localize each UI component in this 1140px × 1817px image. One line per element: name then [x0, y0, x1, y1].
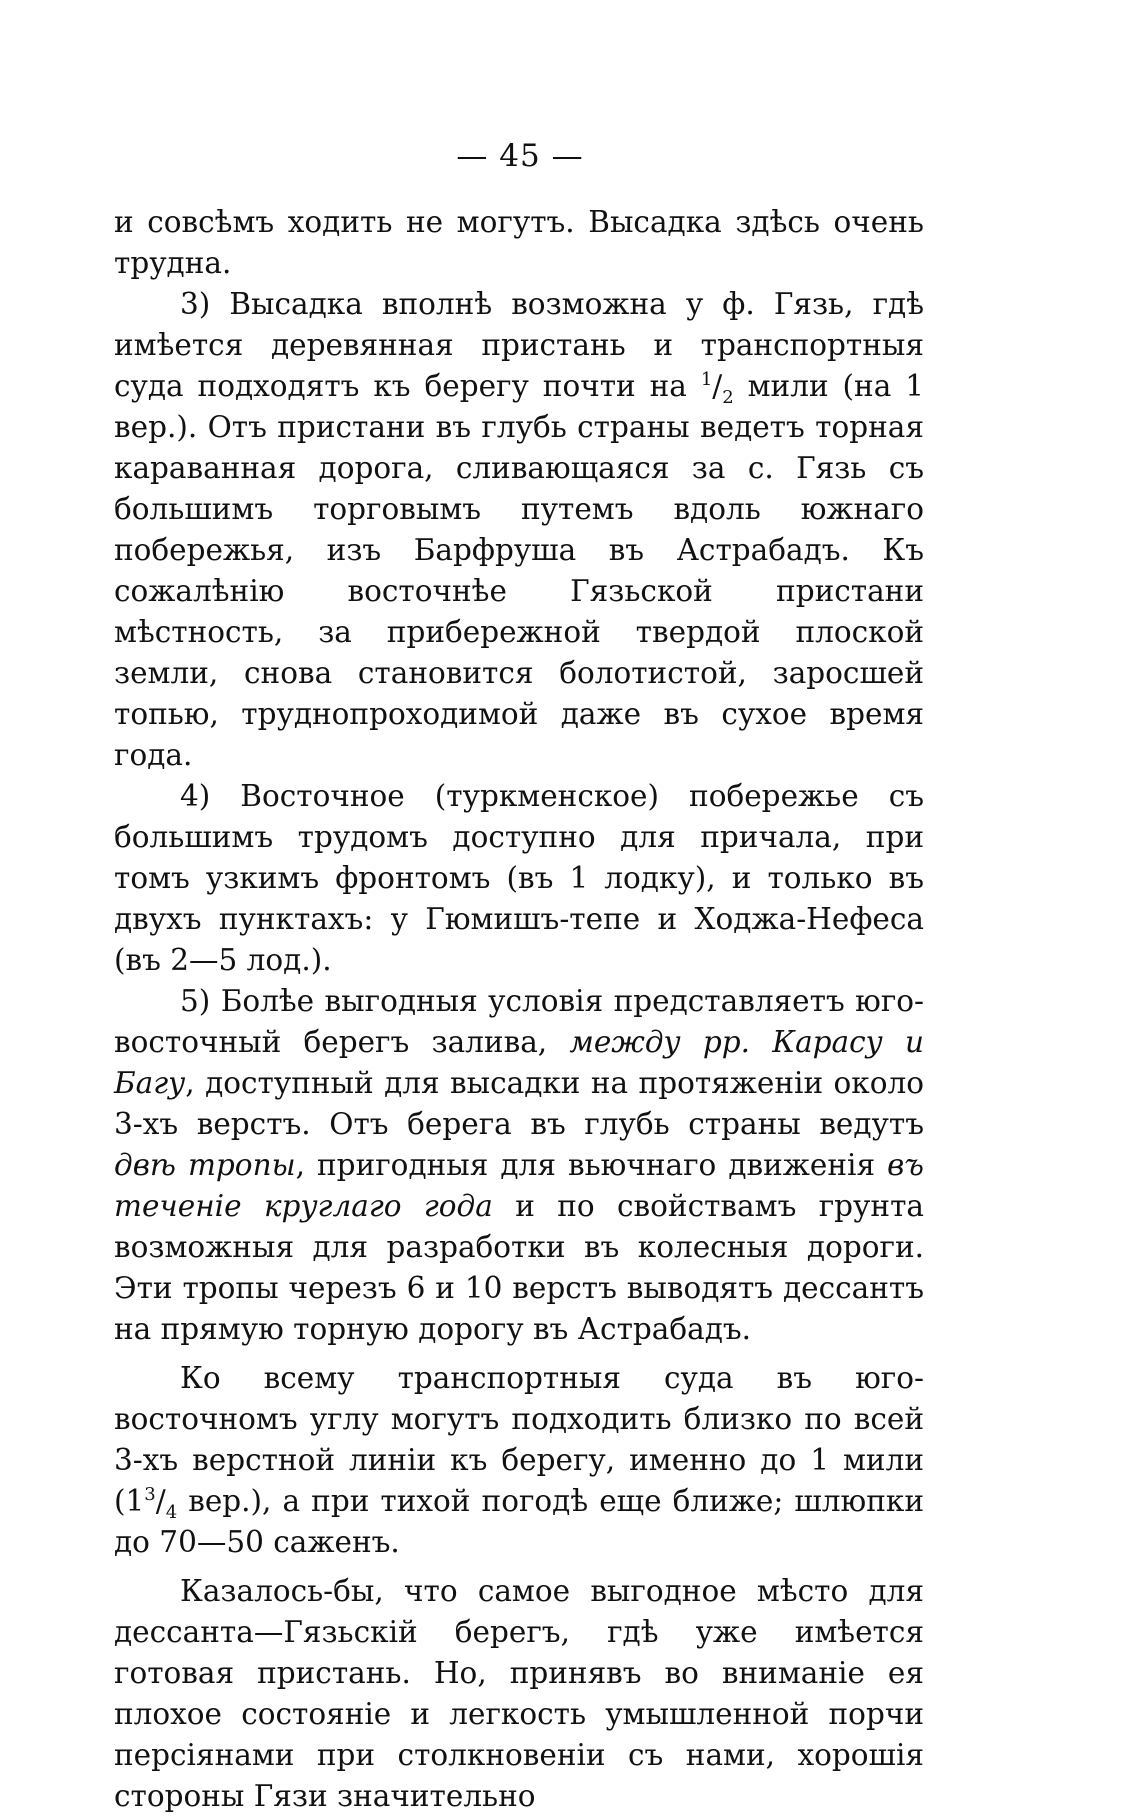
paragraph-6	[114, 1571, 924, 1817]
text-run: , доступный для высадки на протяженіи около 3-хъ верстъ. Отъ берега въ глубь страны ведутъ	[114, 1066, 924, 1141]
text-run: мили (на 1 вер.). Отъ пристани въ глубь страны ведетъ торная караванная дорога, сливающаяся за с. Гязь съ большимъ торговымъ путемъ вдоль южнаго побережья, изъ Барфруша въ Астрабадъ. Къ сожалѣнію восточнѣе Гязьской пристани мѣстность, за прибережной твердой плоской земли, снова становится болотистой, заросшей топью, труднопроходимой даже въ сухое время года.	[114, 369, 925, 772]
fraction-numerator: 1	[700, 369, 713, 391]
page-number: — 45 —	[456, 138, 584, 174]
text-run: и совсѣмъ ходить не могутъ. Высадка здѣсь очень трудна.	[114, 205, 924, 280]
paragraph-4	[114, 981, 924, 1350]
text-run: вер.), а при тихой погодѣ еще ближе; шлюпки до 70—50 саженъ.	[114, 1484, 924, 1559]
paragraph-3	[114, 776, 924, 981]
text-run: Ко всему транспортныя суда въ юго-восточномъ углу могутъ подходить близко по всей 3-хъ верстной линіи къ берегу, именно до 1 мили (1	[114, 1361, 924, 1518]
fraction-half: $^1/_2$	[700, 369, 734, 408]
text-run: 5) Болѣе выгодныя условія представляетъ юго-восточный берегъ залива,	[114, 984, 924, 1059]
text-run: 3) Высадка вполнѣ возможна у ф. Гязь, гдѣ имѣется деревянная пристань и транспортныя суда подходятъ къ берегу почти на	[114, 287, 924, 403]
text-run: , пригодныя для вьючнаго движенія	[295, 1148, 888, 1182]
fraction-three-quarters: $^3/_4$	[144, 1484, 178, 1523]
body-text	[114, 202, 924, 1817]
text-run: и по свойствамъ грунта возможныя для разработки въ колесныя дороги. Эти тропы черезъ 6 и 10 верстъ выводятъ дессантъ на прямую торную дорогу въ Астрабадъ.	[114, 1189, 924, 1346]
fraction-numerator: 3	[144, 1484, 156, 1506]
fraction-denominator: 2	[722, 386, 734, 408]
italic-run: въ теченіе круглаго года	[114, 1148, 924, 1223]
paragraph-2	[114, 284, 924, 776]
italic-run: двѣ тропы	[114, 1148, 296, 1182]
text-run: 4) Восточное (туркменское) побережье съ большимъ трудомъ доступно для причала, при томъ узкимъ фронтомъ (въ 1 лодку), и только въ двухъ пунктахъ: у Гюмишъ-тепе и Ходжа-Нефеса (въ 2—5 лод.).	[114, 779, 924, 977]
paragraph-1	[114, 202, 924, 284]
fraction-denominator: 4	[165, 1501, 178, 1523]
italic-run: между рр. Карасу и Багу	[114, 1025, 924, 1100]
paragraph-5	[114, 1358, 924, 1563]
text-run: Казалось-бы, что самое выгодное мѣсто для дессанта—Гязьскій берегъ, гдѣ уже имѣется готовая пристань. Но, принявъ во вниманіе ея плохое состояніе и легкость умышленной порчи персіянами при столкновеніи съ нами, хорошія стороны Гязи значительно	[114, 1574, 924, 1813]
